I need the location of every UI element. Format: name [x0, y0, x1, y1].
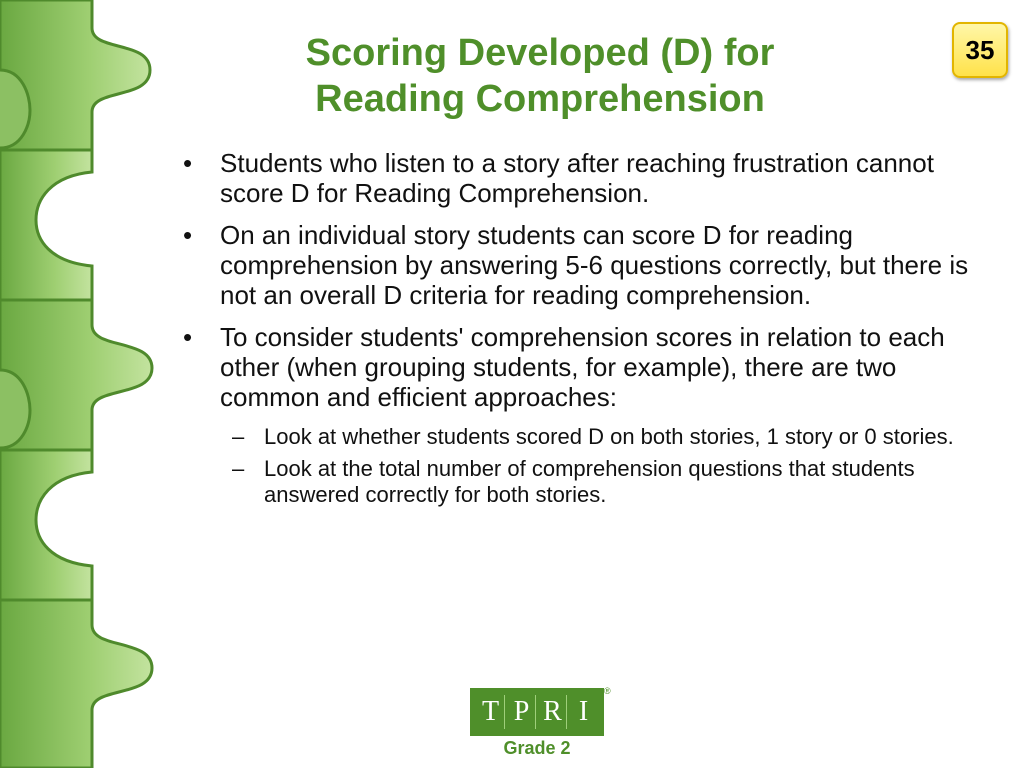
bullet-item [180, 220, 970, 310]
sub-bullet-marker: – [232, 456, 245, 481]
logo-letter: I [578, 696, 589, 727]
bullet-marker: • [183, 220, 193, 250]
bullet-list [180, 148, 970, 520]
bullet-text: On an individual story students can score D for reading comprehension by answering 5-6 questions correctly, but there is not an overall D criteria for reading comprehension. [220, 220, 969, 310]
sub-bullet-item [220, 456, 970, 508]
sub-bullet-list [220, 424, 970, 508]
bullet-marker: • [183, 148, 193, 178]
logo-letter: P [509, 695, 536, 729]
tpri-letter-box [470, 688, 604, 736]
puzzle-piece [0, 600, 152, 768]
logo-grade-label: Grade 2 [503, 738, 571, 758]
tpri-logo [470, 688, 610, 760]
logo-letter: T [478, 695, 505, 729]
bullet-item [180, 322, 970, 508]
bullet-text: To consider students' comprehension scores in relation to each other (when grouping students, for example), there are two common and efficient approaches: [220, 322, 945, 412]
sub-bullet-item [220, 424, 970, 450]
title-line-1: Scoring Developed (D) for [305, 32, 775, 74]
registered-mark: ® [604, 686, 611, 696]
sub-bullet-text: Look at whether students scored D on both stories, 1 story or 0 stories. [264, 424, 954, 449]
page-number-badge: 35 [952, 22, 1008, 78]
sub-bullet-text: Look at the total number of comprehension questions that students answered correctly for both stories. [264, 456, 915, 507]
title-line-2: Reading Comprehension [315, 78, 765, 120]
sub-bullet-marker: – [232, 424, 245, 449]
puzzle-piece [0, 450, 92, 600]
bullet-item [180, 148, 970, 208]
logo-letter: R [540, 695, 567, 729]
bullet-marker: • [183, 322, 193, 352]
bullet-text: Students who listen to a story after reaching frustration cannot score D for Reading Comprehension. [220, 148, 934, 208]
puzzle-piece [0, 150, 92, 300]
puzzle-border-decoration [0, 0, 160, 768]
slide-title [220, 30, 860, 122]
